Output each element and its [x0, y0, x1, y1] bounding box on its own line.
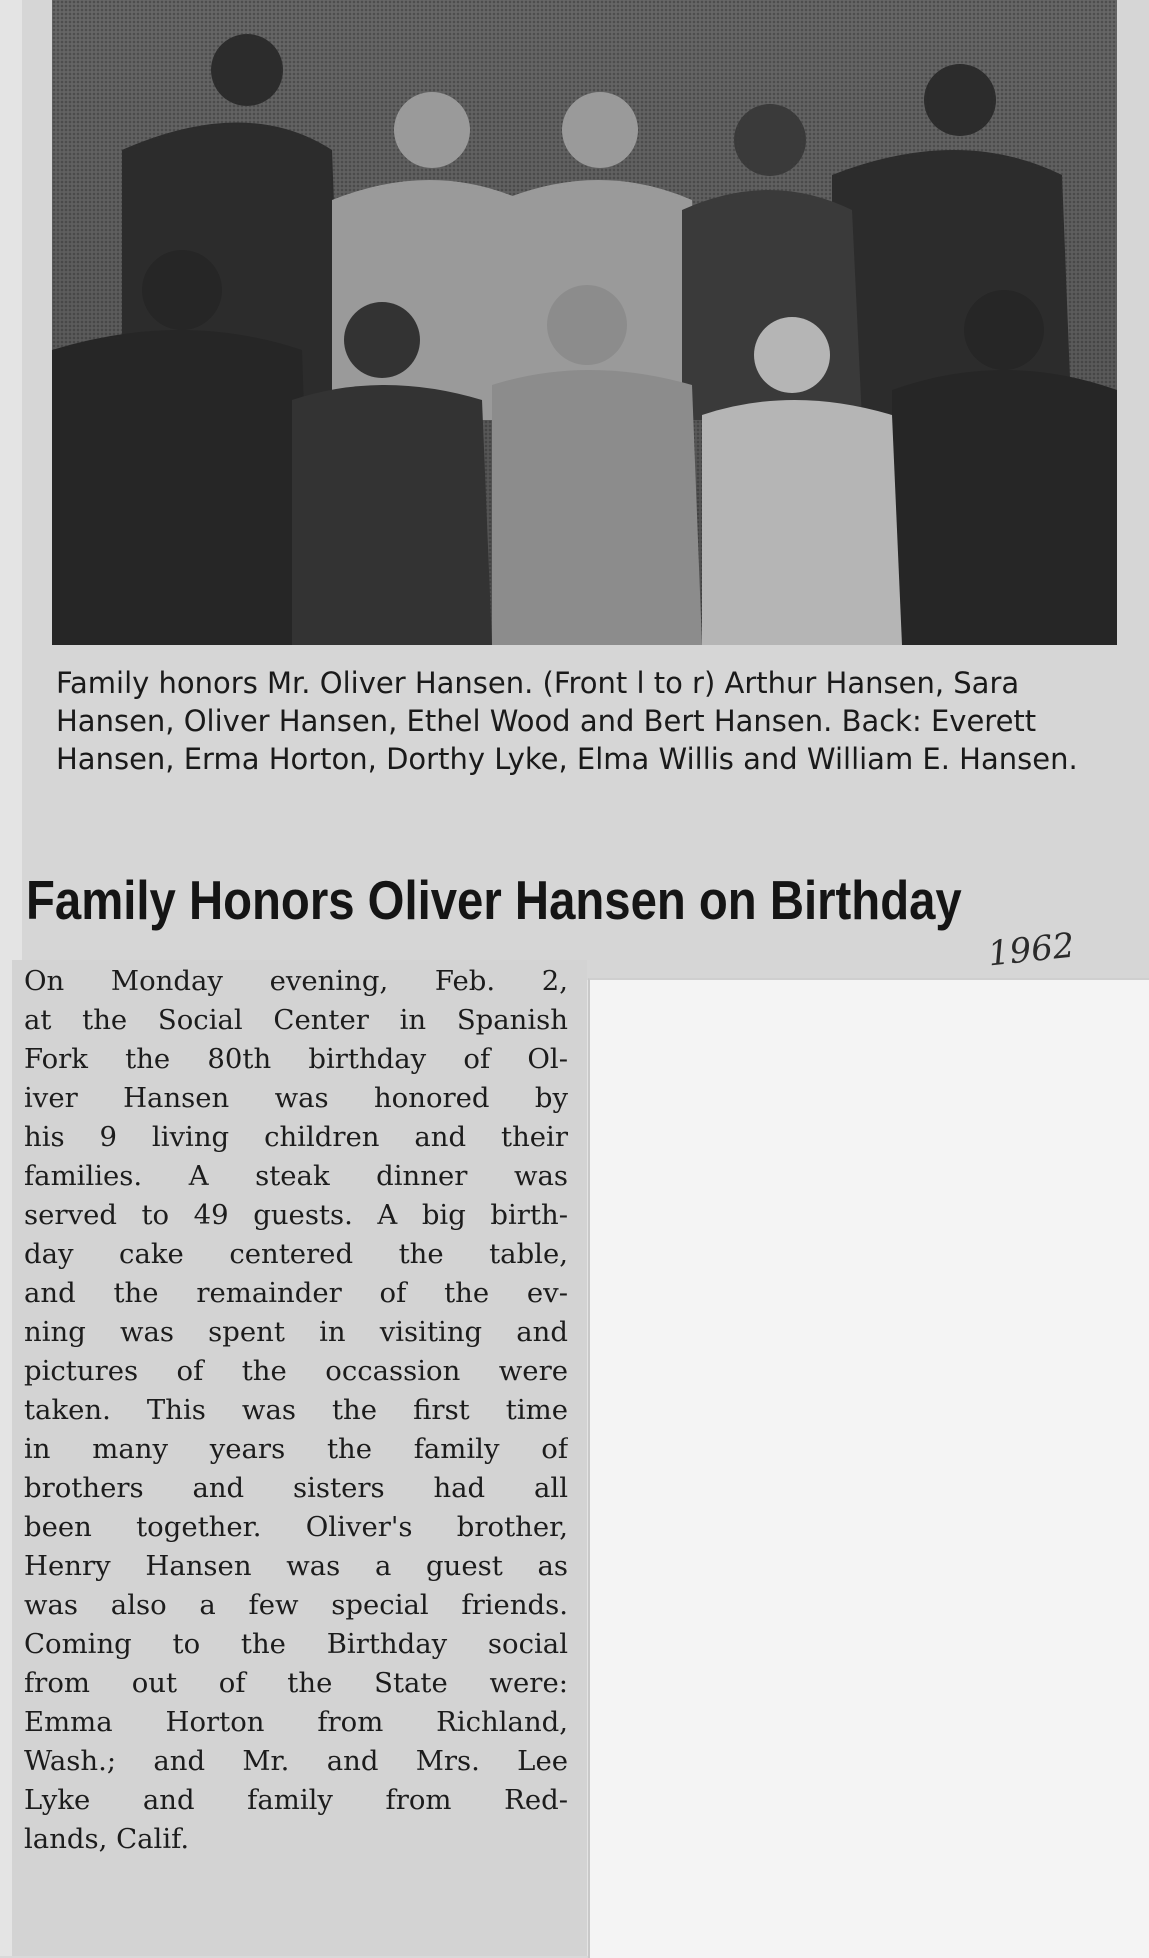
article-line: Emma Horton from Richland,: [24, 1706, 568, 1738]
article-line: at the Social Center in Spanish: [24, 1004, 568, 1036]
article-headline: Family Honors Oliver Hansen on Birthday: [26, 869, 962, 931]
article-line: ning was spent in visiting and: [24, 1316, 568, 1348]
article-line: in many years the family of: [24, 1433, 568, 1465]
family-photo-figures: [52, 0, 1117, 645]
article-line: his 9 living children and their: [24, 1121, 568, 1153]
article-line: was also a few special friends.: [24, 1589, 568, 1621]
article-line: and the remainder of the ev-: [24, 1277, 568, 1309]
article-line: Henry Hansen was a guest as: [24, 1550, 568, 1582]
article-line: Lyke and family from Red-: [24, 1784, 568, 1816]
article-line: Wash.; and Mr. and Mrs. Lee: [24, 1745, 568, 1777]
article-line: lands, Calif.: [24, 1823, 190, 1855]
article-line: Coming to the Birthday social: [24, 1628, 568, 1660]
article-line: iver Hansen was honored by: [24, 1082, 568, 1114]
blank-paper-area: [588, 978, 1149, 1958]
handwritten-year: 1962: [986, 925, 1077, 975]
article-body: [24, 962, 568, 1859]
article-line: families. A steak dinner was: [24, 1160, 568, 1192]
family-photo: [52, 0, 1117, 645]
photo-caption: Family honors Mr. Oliver Hansen. (Front l to r) Arthur Hansen, Sara Hansen, Oliver Hansen, Ethel Wood and Bert Hansen. Back: Everett Hansen, Erma Horton, Dorthy Lyke, Elma Willis and William E. Hansen.: [56, 666, 1078, 776]
article-line: day cake centered the table,: [24, 1238, 568, 1270]
article-line: On Monday evening, Feb. 2,: [24, 965, 568, 997]
article-line: been together. Oliver's brother,: [24, 1511, 568, 1543]
article-line: taken. This was the first time: [24, 1394, 568, 1426]
article-line: served to 49 guests. A big birth-: [24, 1199, 568, 1231]
article-line: Fork the 80th birthday of Ol-: [24, 1043, 568, 1075]
article-line: brothers and sisters had all: [24, 1472, 568, 1504]
article-line: pictures of the occassion were: [24, 1355, 568, 1387]
article-line: from out of the State were:: [24, 1667, 568, 1699]
